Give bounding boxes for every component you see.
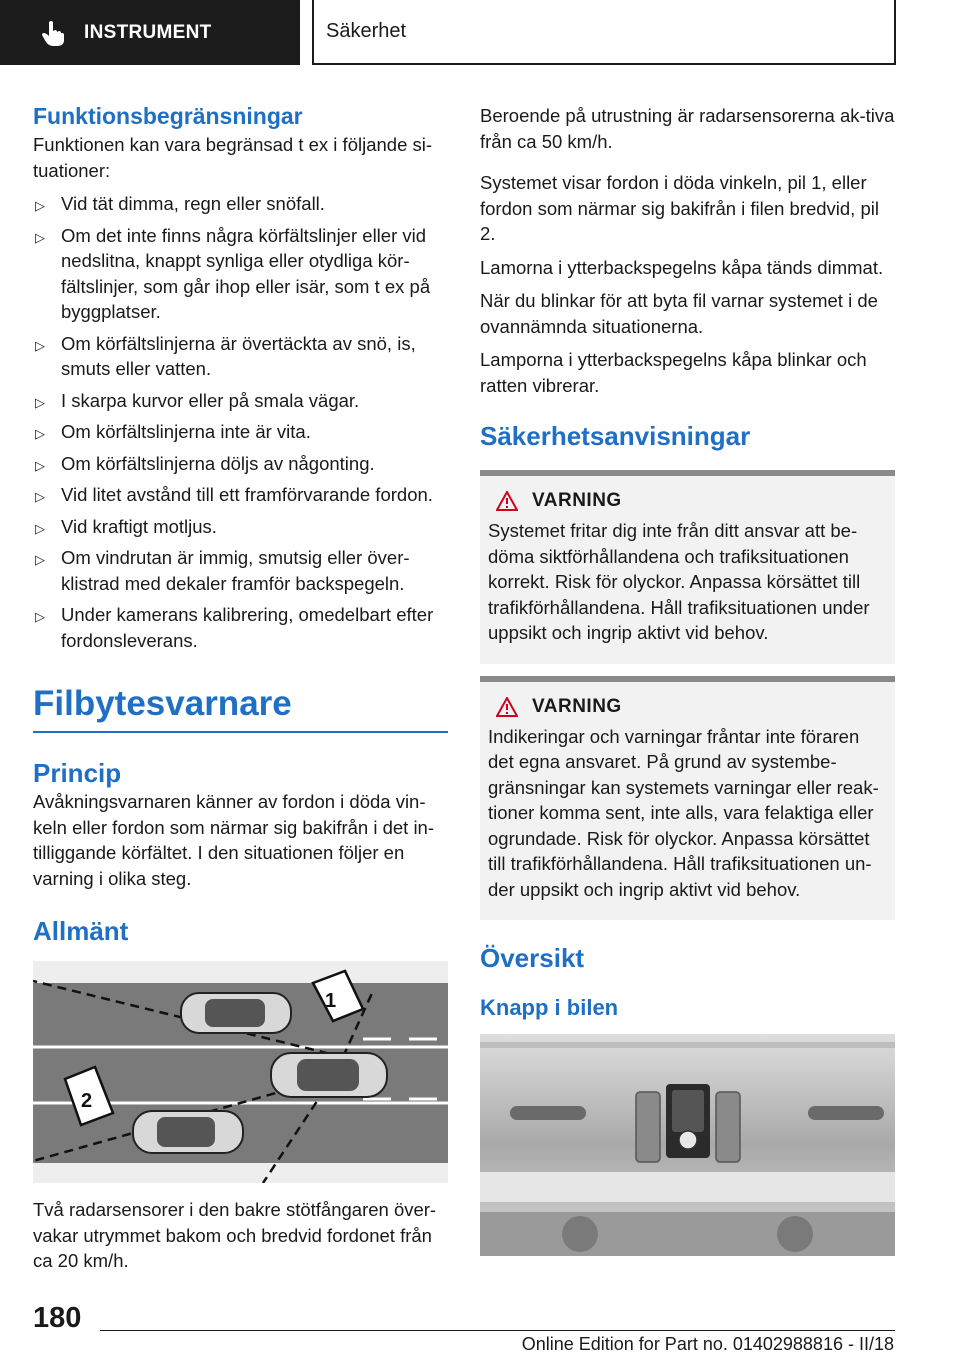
triangle-bullet-icon: ▷ (35, 609, 45, 624)
triangle-bullet-icon: ▷ (35, 457, 45, 473)
triangle-bullet-icon: ▷ (35, 520, 45, 536)
edition-text: Online Edition for Part no. 01402988816 - II/18 (521, 1334, 894, 1354)
triangle-bullet-icon: ▷ (35, 337, 45, 353)
limits-list (33, 191, 448, 653)
chapter-tab (0, 0, 300, 65)
triangle-bullet-icon: ▷ (35, 489, 45, 504)
chapter-tab-label: INSTRUMENT (84, 21, 212, 43)
heading-rule (33, 731, 448, 733)
warning-triangle-icon (496, 697, 518, 717)
hand-icon (42, 20, 64, 46)
list-item: ▷ Om vindrutan är immig, smutsig eller över-klistrad med dekaler framför backspegeln. (35, 547, 410, 594)
triangle-bullet-icon: ▷ (35, 426, 45, 441)
list-item: ▷ Om körfältslinjerna inte är vita. (33, 419, 448, 445)
warning-title: VARNING (532, 695, 622, 717)
limits-intro: Funktionen kan vara begränsad t ex i följande si-tuationer: (33, 134, 433, 181)
button-heading: Knapp i bilen (480, 995, 619, 1020)
list-item: ▷ Om körfältslinjerna döljs av någonting. (33, 451, 448, 477)
general-heading: Allmänt (33, 916, 129, 946)
page-number: 180 (33, 1302, 82, 1334)
general-text: Två radarsensorer i den bakre stötfångaren över-vakar utrymmet bakom och bredvid fordonet från ca 20 km/h. (33, 1199, 437, 1271)
car-icon (181, 993, 291, 1033)
lane-change-button-icon (679, 1131, 697, 1149)
warning-box (480, 470, 895, 664)
paragraph: Beroende på utrustning är radarsensorerna ak-tiva från ca 50 km/h. (480, 105, 895, 152)
main-heading: Filbytesvarnare (33, 684, 292, 723)
list-item: ▷ Vid kraftigt motljus. (33, 514, 448, 540)
warning-text: Systemet fritar dig inte från ditt ansvar att be-döma siktförhållandena och trafiksituationen korrekt. Risk för olyckor. Anpassa körsättet till trafikförhållandena. Håll trafiksituationen under uppsikt och ingrip aktivt vid behov. (488, 520, 870, 643)
principle-text: Avåkningsvarnaren känner av fordon i döda vin-keln eller fordon som närmar sig bakifrån i det in-tilliggande körfältet. I den situationen följer en varning i olika steg. (33, 791, 435, 889)
warning-box (480, 676, 895, 921)
paragraph: Lamorna i ytterbackspegelns kåpa tänds dimmat. (480, 256, 884, 278)
car-icon (271, 1053, 387, 1097)
left-column (33, 100, 448, 1274)
footer-rule (100, 1330, 895, 1331)
principle-heading: Princip (33, 758, 122, 788)
triangle-bullet-icon: ▷ (35, 229, 45, 245)
list-item: ▷ Om körfältslinjerna är övertäckta av snö, is, smuts eller vatten. (35, 332, 416, 379)
triangle-bullet-icon: ▷ (35, 552, 45, 567)
warning-text: Indikeringar och varningar fråntar inte föraren det egna ansvaret. På grund av systembe-gränsningar kan systemets varningar eller reak-tioner komma sent, inte alls, vara felaktiga eller ogrundade. Risk för olyckor. Anpassa körsättet till trafikförhållandena. Håll trafiksituationen un-der uppsikt och ingrip aktivt vid behov. (488, 725, 879, 900)
paragraph: Lamporna i ytterbackspegelns kåpa blinkar och ratten vibrerar. (480, 349, 867, 396)
warning-triangle-icon (496, 491, 518, 511)
dashboard-button-photo (480, 1034, 895, 1256)
paragraph: Systemet visar fordon i döda vinkeln, pil 1, eller fordon som närmar sig bakifrån i filen bredvid, pil 2. (480, 172, 879, 244)
list-item: ▷ Om det inte finns några körfältslinjer eller vid nedslitna, knappt synliga eller otydliga kör-fältslinjer, som går ihop eller isär, som t ex på byggplatser. (35, 224, 431, 322)
triangle-bullet-icon: ▷ (35, 198, 45, 213)
section-title: Säkerhet (312, 0, 896, 65)
limits-heading: Funktionsbegränsningar (33, 103, 303, 129)
svg-text:2: 2 (81, 1090, 93, 1112)
svg-text:1: 1 (325, 990, 337, 1012)
warning-title: VARNING (532, 490, 622, 511)
blind-spot-illustration (33, 961, 448, 1183)
car-icon (133, 1111, 243, 1153)
safety-heading: Säkerhetsanvisningar (480, 421, 751, 451)
list-item: ▷ Vid litet avstånd till ett framförvarande fordon. (33, 482, 448, 508)
triangle-bullet-icon: ▷ (35, 394, 45, 410)
overview-heading: Översikt (480, 943, 585, 973)
list-item: ▷ Vid tät dimma, regn eller snöfall. (33, 191, 448, 217)
list-item: ▷ I skarpa kurvor eller på smala vägar. (33, 388, 448, 414)
right-column (480, 100, 895, 1256)
list-item: ▷ Under kamerans kalibrering, omedelbart efter fordonsleverans. (35, 604, 434, 651)
paragraph: När du blinkar för att byta fil varnar systemet i de ovannämnda situationerna. (480, 290, 878, 337)
